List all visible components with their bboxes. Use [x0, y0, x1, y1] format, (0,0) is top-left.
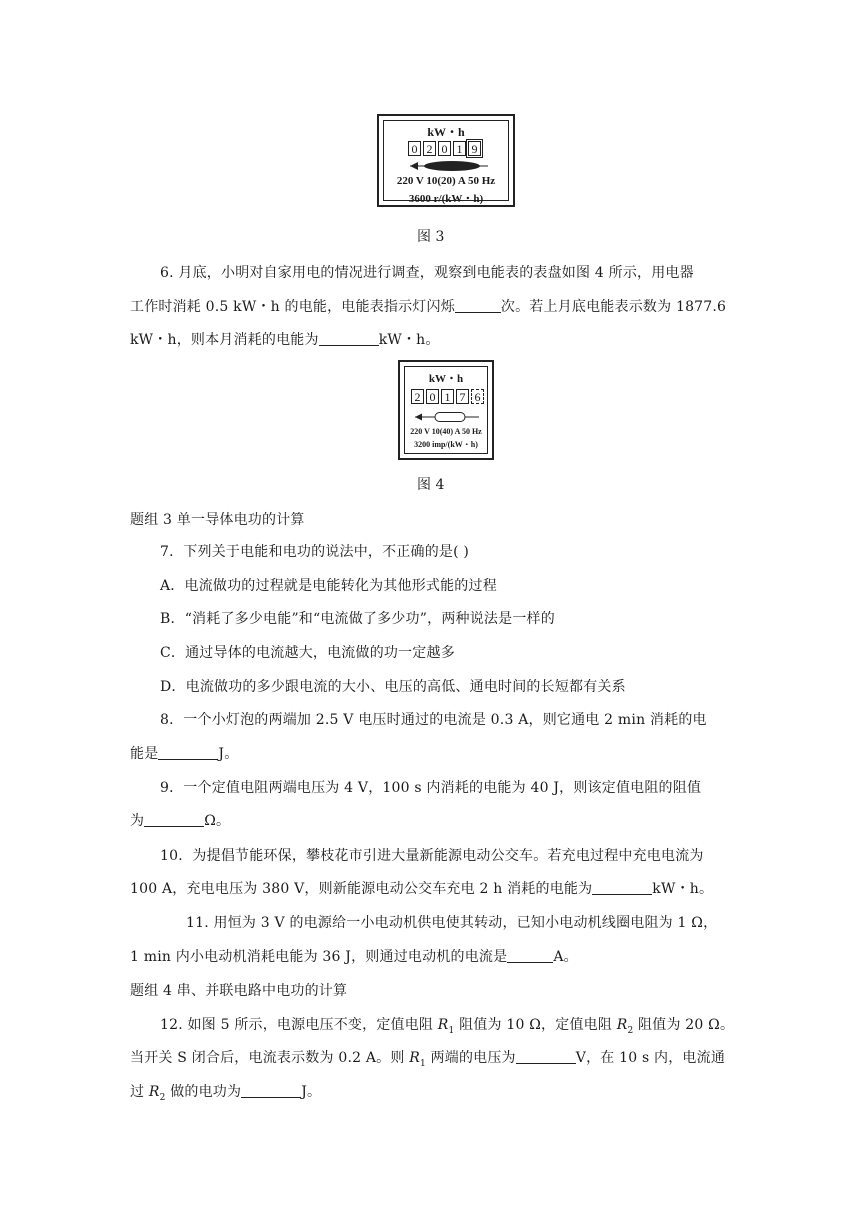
electric-meter-figure-3	[377, 114, 515, 207]
meter3-digit: 0	[408, 141, 421, 156]
answer-blank[interactable]	[516, 1049, 576, 1064]
answer-blank[interactable]	[592, 880, 652, 895]
q10-line-2: 100 A，充电电压为 380 V，则新能源电动公交车充电 2 h 消耗的电能为 kW・h。	[130, 881, 714, 897]
q6-line-2: 工作时消耗 0.5 kW・h 的电能，电能表指示灯闪烁 次。若上月底电能表示数为 1877.6	[130, 299, 727, 315]
meter4-spec-constant: 3200 imp/(kW・h)	[414, 440, 478, 449]
q7-option-d: D．电流做功的多少跟电流的大小、电压的高低、通电时间的长短都有关系	[160, 679, 626, 695]
figure-3-caption: 图 3	[417, 229, 445, 245]
answer-blank[interactable]	[241, 1083, 301, 1098]
answer-blank[interactable]	[158, 745, 218, 760]
q7-option-c: C．通过导体的电流越大，电流做的功一定越多	[160, 645, 455, 661]
q9-line-2: 为 Ω。	[130, 813, 231, 829]
meter4-spec-rating: 220 V 10(40) A 50 Hz	[410, 427, 482, 436]
q6-line-1: 6. 月底，小明对自家用电的情况进行调查，观察到电能表的表盘如图 4 所示，用电器	[160, 265, 694, 281]
meter3-spec-constant: 3600 r/(kW・h)	[408, 193, 484, 205]
group-4-heading: 题组 4 串、并联电路中电功的计算	[130, 983, 348, 999]
q7-option-a: A．电流做功的过程就是电能转化为其他形式能的过程	[160, 578, 497, 594]
meter3-digit: 2	[423, 141, 436, 156]
answer-blank[interactable]	[507, 948, 553, 963]
answer-blank[interactable]	[319, 331, 379, 346]
meter4-digit-decimal: 6	[471, 389, 484, 404]
q11-line-2: 1 min 内小电动机消耗电能为 36 J，则通过电动机的电流是 A。	[130, 949, 578, 965]
figure-4-caption: 图 4	[417, 477, 445, 493]
meter3-digit-decimal: 9	[468, 141, 481, 156]
meter-disc-icon	[410, 159, 488, 173]
meter3-digits	[408, 141, 483, 156]
q7-stem: 7．下列关于电能和电功的说法中，不正确的是( )	[160, 544, 470, 560]
meter4-digit: 0	[426, 389, 439, 404]
q6-line-3: kW・h，则本月消耗的电能为 kW・h。	[130, 332, 440, 348]
answer-blank[interactable]	[144, 812, 204, 827]
q7-option-b: B．“消耗了多少电能”和“电流做了多少功”，两种说法是一样的	[160, 611, 555, 627]
group-3-heading: 题组 3 单一导体电功的计算	[130, 512, 305, 528]
meter4-digit: 2	[411, 389, 424, 404]
q10-line-1: 10．为提倡节能环保，攀枝花市引进大量新能源电动公交车。若充电过程中充电电流为	[160, 848, 704, 864]
meter4-digit: 7	[456, 389, 469, 404]
meter3-digit: 1	[453, 141, 466, 156]
q11-line-1: 11. 用恒为 3 V 的电源给一小电动机供电使其转动，已知小电动机线圈电阻为 1 Ω，	[186, 915, 718, 931]
meter-indicator-icon	[415, 411, 479, 423]
meter4-unit: kW・h	[428, 373, 464, 385]
electric-meter-figure-4	[398, 360, 494, 460]
q12-line-3: 过 $R_2$ 做的电功为 J。	[130, 1084, 322, 1103]
q8-line-1: 8．一个小灯泡的两端加 2.5 V 电压时通过的电流是 0.3 A，则它通电 2 min 消耗的电	[160, 712, 707, 728]
q12-line-2: 当开关 S 闭合后，电流表示数为 0.2 A。则 $R_1$ 两端的电压为 V，在 10 s 内，电流通	[130, 1050, 726, 1069]
meter4-digit: 1	[441, 389, 454, 404]
q9-line-1: 9．一个定值电阻两端电压为 4 V，100 s 内消耗的电能为 40 J，则该定值电阻的阻值	[160, 780, 702, 796]
meter3-spec-rating: 220 V 10(20) A 50 Hz	[396, 175, 496, 187]
q8-line-2: 能是 J。	[130, 746, 239, 762]
answer-blank[interactable]	[455, 298, 501, 313]
meter3-digit: 0	[438, 141, 451, 156]
meter4-digits	[411, 389, 486, 404]
q12-line-1: 12. 如图 5 所示，电源电压不变，定值电阻 $R_1$ 阻值为 10 Ω，定值电阻 $R_2$ 阻值为 20 Ω。	[160, 1017, 735, 1036]
meter3-unit: kW・h	[427, 125, 465, 139]
